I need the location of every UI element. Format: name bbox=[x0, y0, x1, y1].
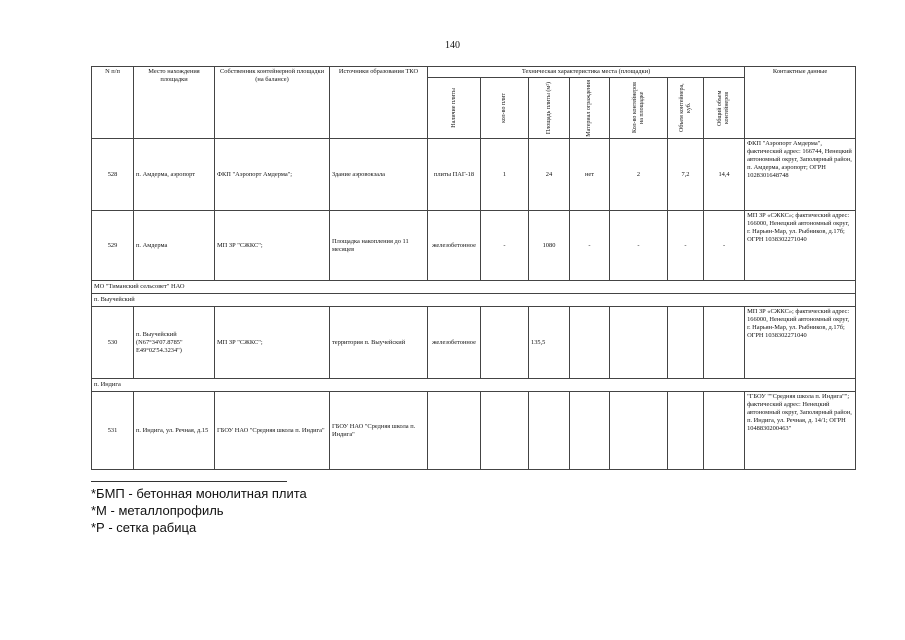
cell-slab: плиты ПАГ-18 bbox=[428, 139, 481, 211]
subheader-area: Площадь плиты (м²) bbox=[529, 78, 570, 139]
cell-owner: МП ЗР "СЖКС"; bbox=[215, 307, 330, 379]
cell-slab-count bbox=[481, 307, 529, 379]
cell-sources: Здание аэровокзала bbox=[330, 139, 428, 211]
table-row bbox=[92, 139, 856, 211]
cell-slab bbox=[428, 392, 481, 470]
cell-area bbox=[529, 392, 570, 470]
header-num: N п/п bbox=[92, 67, 134, 139]
cell-location: п. Выучейский (N67°34'07.8785" E49°02'54.3234") bbox=[134, 307, 215, 379]
cell-num: 531 bbox=[92, 392, 134, 470]
cell-slab: железобетонное bbox=[428, 307, 481, 379]
page-number: 140 bbox=[445, 40, 460, 51]
register-table bbox=[91, 66, 856, 470]
cell-num: 529 bbox=[92, 211, 134, 281]
subheader-total-volume: Общий объем контейнеров bbox=[704, 78, 745, 139]
cell-sources: территория п. Выучейский bbox=[330, 307, 428, 379]
cell-container-count bbox=[610, 307, 668, 379]
cell-fence bbox=[570, 307, 610, 379]
cell-total-volume bbox=[704, 307, 745, 379]
cell-slab-count: 1 bbox=[481, 139, 529, 211]
cell-container-volume bbox=[668, 392, 704, 470]
cell-location: п. Индига, ул. Речная, д.15 bbox=[134, 392, 215, 470]
section-title: п. Индига bbox=[92, 379, 856, 392]
header-tech: Техническая характеристика места (площадки) bbox=[428, 67, 745, 78]
subheader-container-count: Кол-во контейнеров на площадке bbox=[610, 78, 668, 139]
cell-total-volume: - bbox=[704, 211, 745, 281]
table-row bbox=[92, 307, 856, 379]
cell-location: п. Амдерма bbox=[134, 211, 215, 281]
footnotes bbox=[91, 485, 307, 536]
cell-container-volume: - bbox=[668, 211, 704, 281]
subheader-slab: Наличие плиты bbox=[428, 78, 481, 139]
footnote-divider bbox=[91, 481, 287, 482]
footnote-bmp: *БМП - бетонная монолитная плита bbox=[91, 486, 307, 501]
cell-container-volume bbox=[668, 307, 704, 379]
cell-contact: МП ЗР «СЖКС»; фактический адрес: 166000, Ненецкий автономный округ, г. Нарьян-Мар, ул. Рыбников, д.17б; ОГРН 1038302271040 bbox=[745, 307, 856, 379]
table-row bbox=[92, 392, 856, 470]
cell-container-volume: 7,2 bbox=[668, 139, 704, 211]
cell-sources: Площадка накопления до 11 месяцев bbox=[330, 211, 428, 281]
cell-owner: ФКП "Аэропорт Амдерма"; bbox=[215, 139, 330, 211]
footnote-r: *Р - сетка рабица bbox=[91, 520, 197, 535]
header-location: Место нахождения площадки bbox=[134, 67, 215, 139]
cell-num: 530 bbox=[92, 307, 134, 379]
header-owner: Собственник контейнерной площадки (на балансе) bbox=[215, 67, 330, 139]
section-row bbox=[92, 379, 856, 392]
cell-slab-count bbox=[481, 392, 529, 470]
cell-location: п. Амдерма, аэропорт bbox=[134, 139, 215, 211]
table-row bbox=[92, 211, 856, 281]
cell-owner: МП ЗР "СЖКС"; bbox=[215, 211, 330, 281]
footnote-m: *М - металлопрофиль bbox=[91, 503, 224, 518]
cell-fence: - bbox=[570, 211, 610, 281]
cell-sources: ГБОУ НАО "Средняя школа п. Индига" bbox=[330, 392, 428, 470]
cell-area: 24 bbox=[529, 139, 570, 211]
cell-contact: ФКП "Аэропорт Амдерма", фактический адрес: 166744, Ненецкий автономный округ, Заполярный район, п. Амдерма, аэропорт; ОГРН 1028301648748 bbox=[745, 139, 856, 211]
header-row bbox=[92, 67, 856, 78]
cell-num: 528 bbox=[92, 139, 134, 211]
cell-container-count bbox=[610, 392, 668, 470]
cell-container-count: - bbox=[610, 211, 668, 281]
header-contact: Контактные данные bbox=[745, 67, 856, 139]
section-row bbox=[92, 281, 856, 294]
cell-slab: железобетонное bbox=[428, 211, 481, 281]
cell-fence bbox=[570, 392, 610, 470]
cell-total-volume bbox=[704, 392, 745, 470]
cell-slab-count: - bbox=[481, 211, 529, 281]
header-sources: Источники образования ТКО bbox=[330, 67, 428, 139]
section-title: п. Выучейский bbox=[92, 294, 856, 307]
cell-total-volume: 14,4 bbox=[704, 139, 745, 211]
section-row bbox=[92, 294, 856, 307]
cell-contact: МП ЗР «СЖКС»; фактический адрес: 166000, Ненецкий автономный округ, г. Нарьян-Мар, ул. Рыбников, д.17б; ОГРН 1038302271040 bbox=[745, 211, 856, 281]
cell-area: 135,5 bbox=[529, 307, 570, 379]
cell-area: 1080 bbox=[529, 211, 570, 281]
section-title: МО "Тиманский сельсовет" НАО bbox=[92, 281, 856, 294]
subheader-slab-count: кол-во плит bbox=[481, 78, 529, 139]
cell-fence: нет bbox=[570, 139, 610, 211]
cell-owner: ГБОУ НАО "Средняя школа п. Индига" bbox=[215, 392, 330, 470]
cell-container-count: 2 bbox=[610, 139, 668, 211]
cell-contact: "ГБОУ ""Средняя школа п. Индига""; фактический адрес: Ненецкий автономный округ, Заполярный район, п. Индига, ул. Речная, д. 14/1; ОГРН 1048830200463" bbox=[745, 392, 856, 470]
subheader-container-volume: Объем контейнера, куб. bbox=[668, 78, 704, 139]
subheader-fence: Материал ограждения bbox=[570, 78, 610, 139]
